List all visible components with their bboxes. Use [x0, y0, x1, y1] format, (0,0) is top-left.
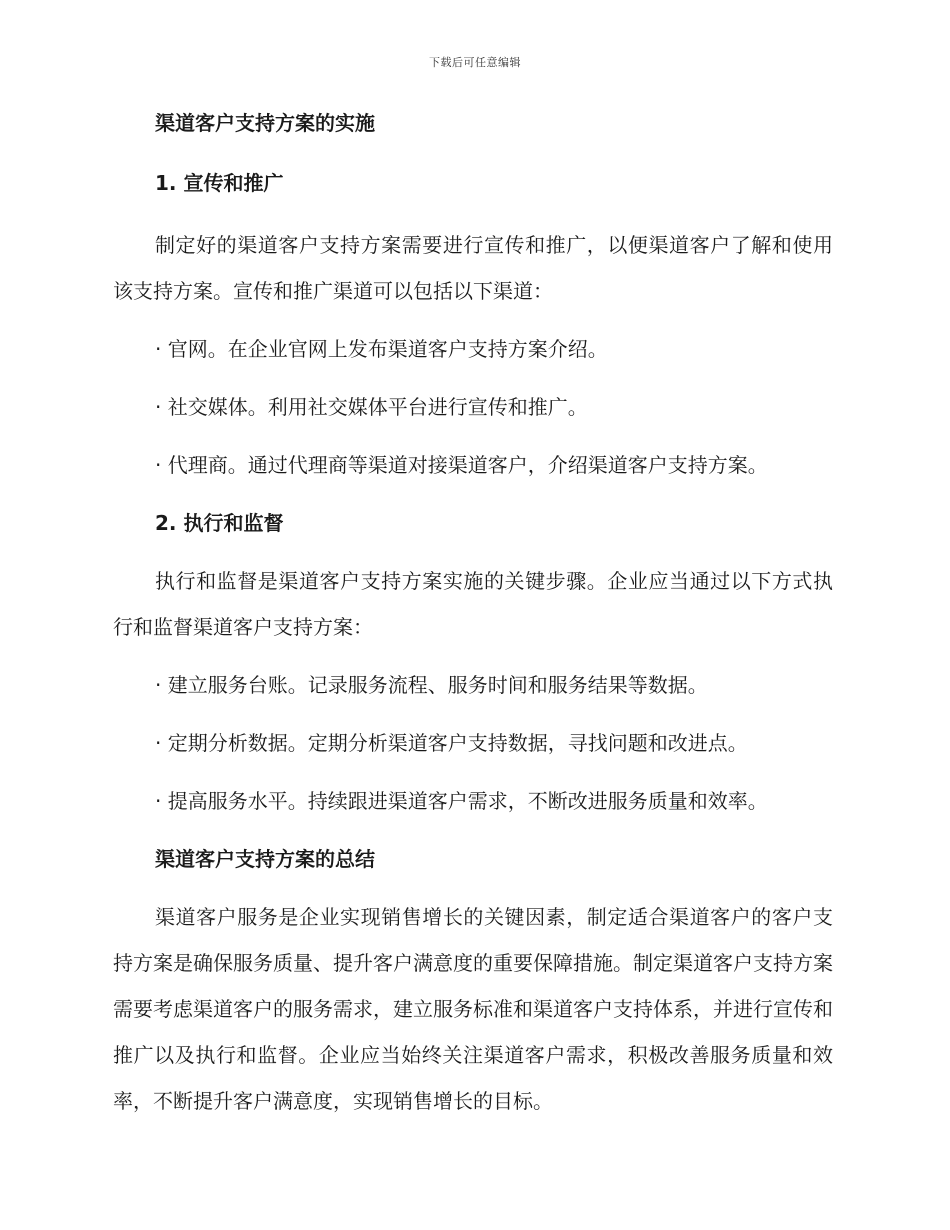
section-title-implementation: 渠道客户支持方案的实施 — [155, 111, 375, 135]
bullet-item: · 官网。在企业官网上发布渠道客户支持方案介绍。 — [155, 337, 608, 361]
paragraph-execution: 执行和监督是渠道客户支持方案实施的关键步骤。企业应当通过以下方式执行和监督渠道客户支持方案： — [113, 569, 833, 639]
document-body — [113, 108, 833, 1124]
bullet-item: · 社交媒体。利用社交媒体平台进行宣传和推广。 — [155, 395, 588, 419]
page-header-note: 下载后可任意编辑 — [429, 56, 521, 69]
bullet-item: · 定期分析数据。定期分析渠道客户支持数据，寻找问题和改进点。 — [155, 731, 748, 755]
subsection-title-execution: 2. 执行和监督 — [155, 511, 284, 535]
bullet-item: · 代理商。通过代理商等渠道对接渠道客户，介绍渠道客户支持方案。 — [155, 453, 768, 477]
bullet-item: · 提高服务水平。持续跟进渠道客户需求，不断改进服务质量和效率。 — [155, 789, 768, 813]
bullet-item: · 建立服务台账。记录服务流程、服务时间和服务结果等数据。 — [155, 673, 708, 697]
section-title-summary: 渠道客户支持方案的总结 — [155, 847, 375, 871]
paragraph-promotion: 制定好的渠道客户支持方案需要进行宣传和推广，以便渠道客户了解和使用该支持方案。宣传和推广渠道可以包括以下渠道： — [113, 233, 833, 303]
paragraph-summary: 渠道客户服务是企业实现销售增长的关键因素，制定适合渠道客户的客户支持方案是确保服务质量、提升客户满意度的重要保障措施。制定渠道客户支持方案需要考虑渠道客户的服务需求，建立服务标准和渠道客户支持体系，并进行宣传和推广以及执行和监督。企业应当始终关注渠道客户需求，积极改善服务质量和效率，不断提升客户满意度，实现销售增长的目标。 — [113, 905, 833, 1113]
subsection-title-promotion: 1. 宣传和推广 — [155, 171, 284, 195]
